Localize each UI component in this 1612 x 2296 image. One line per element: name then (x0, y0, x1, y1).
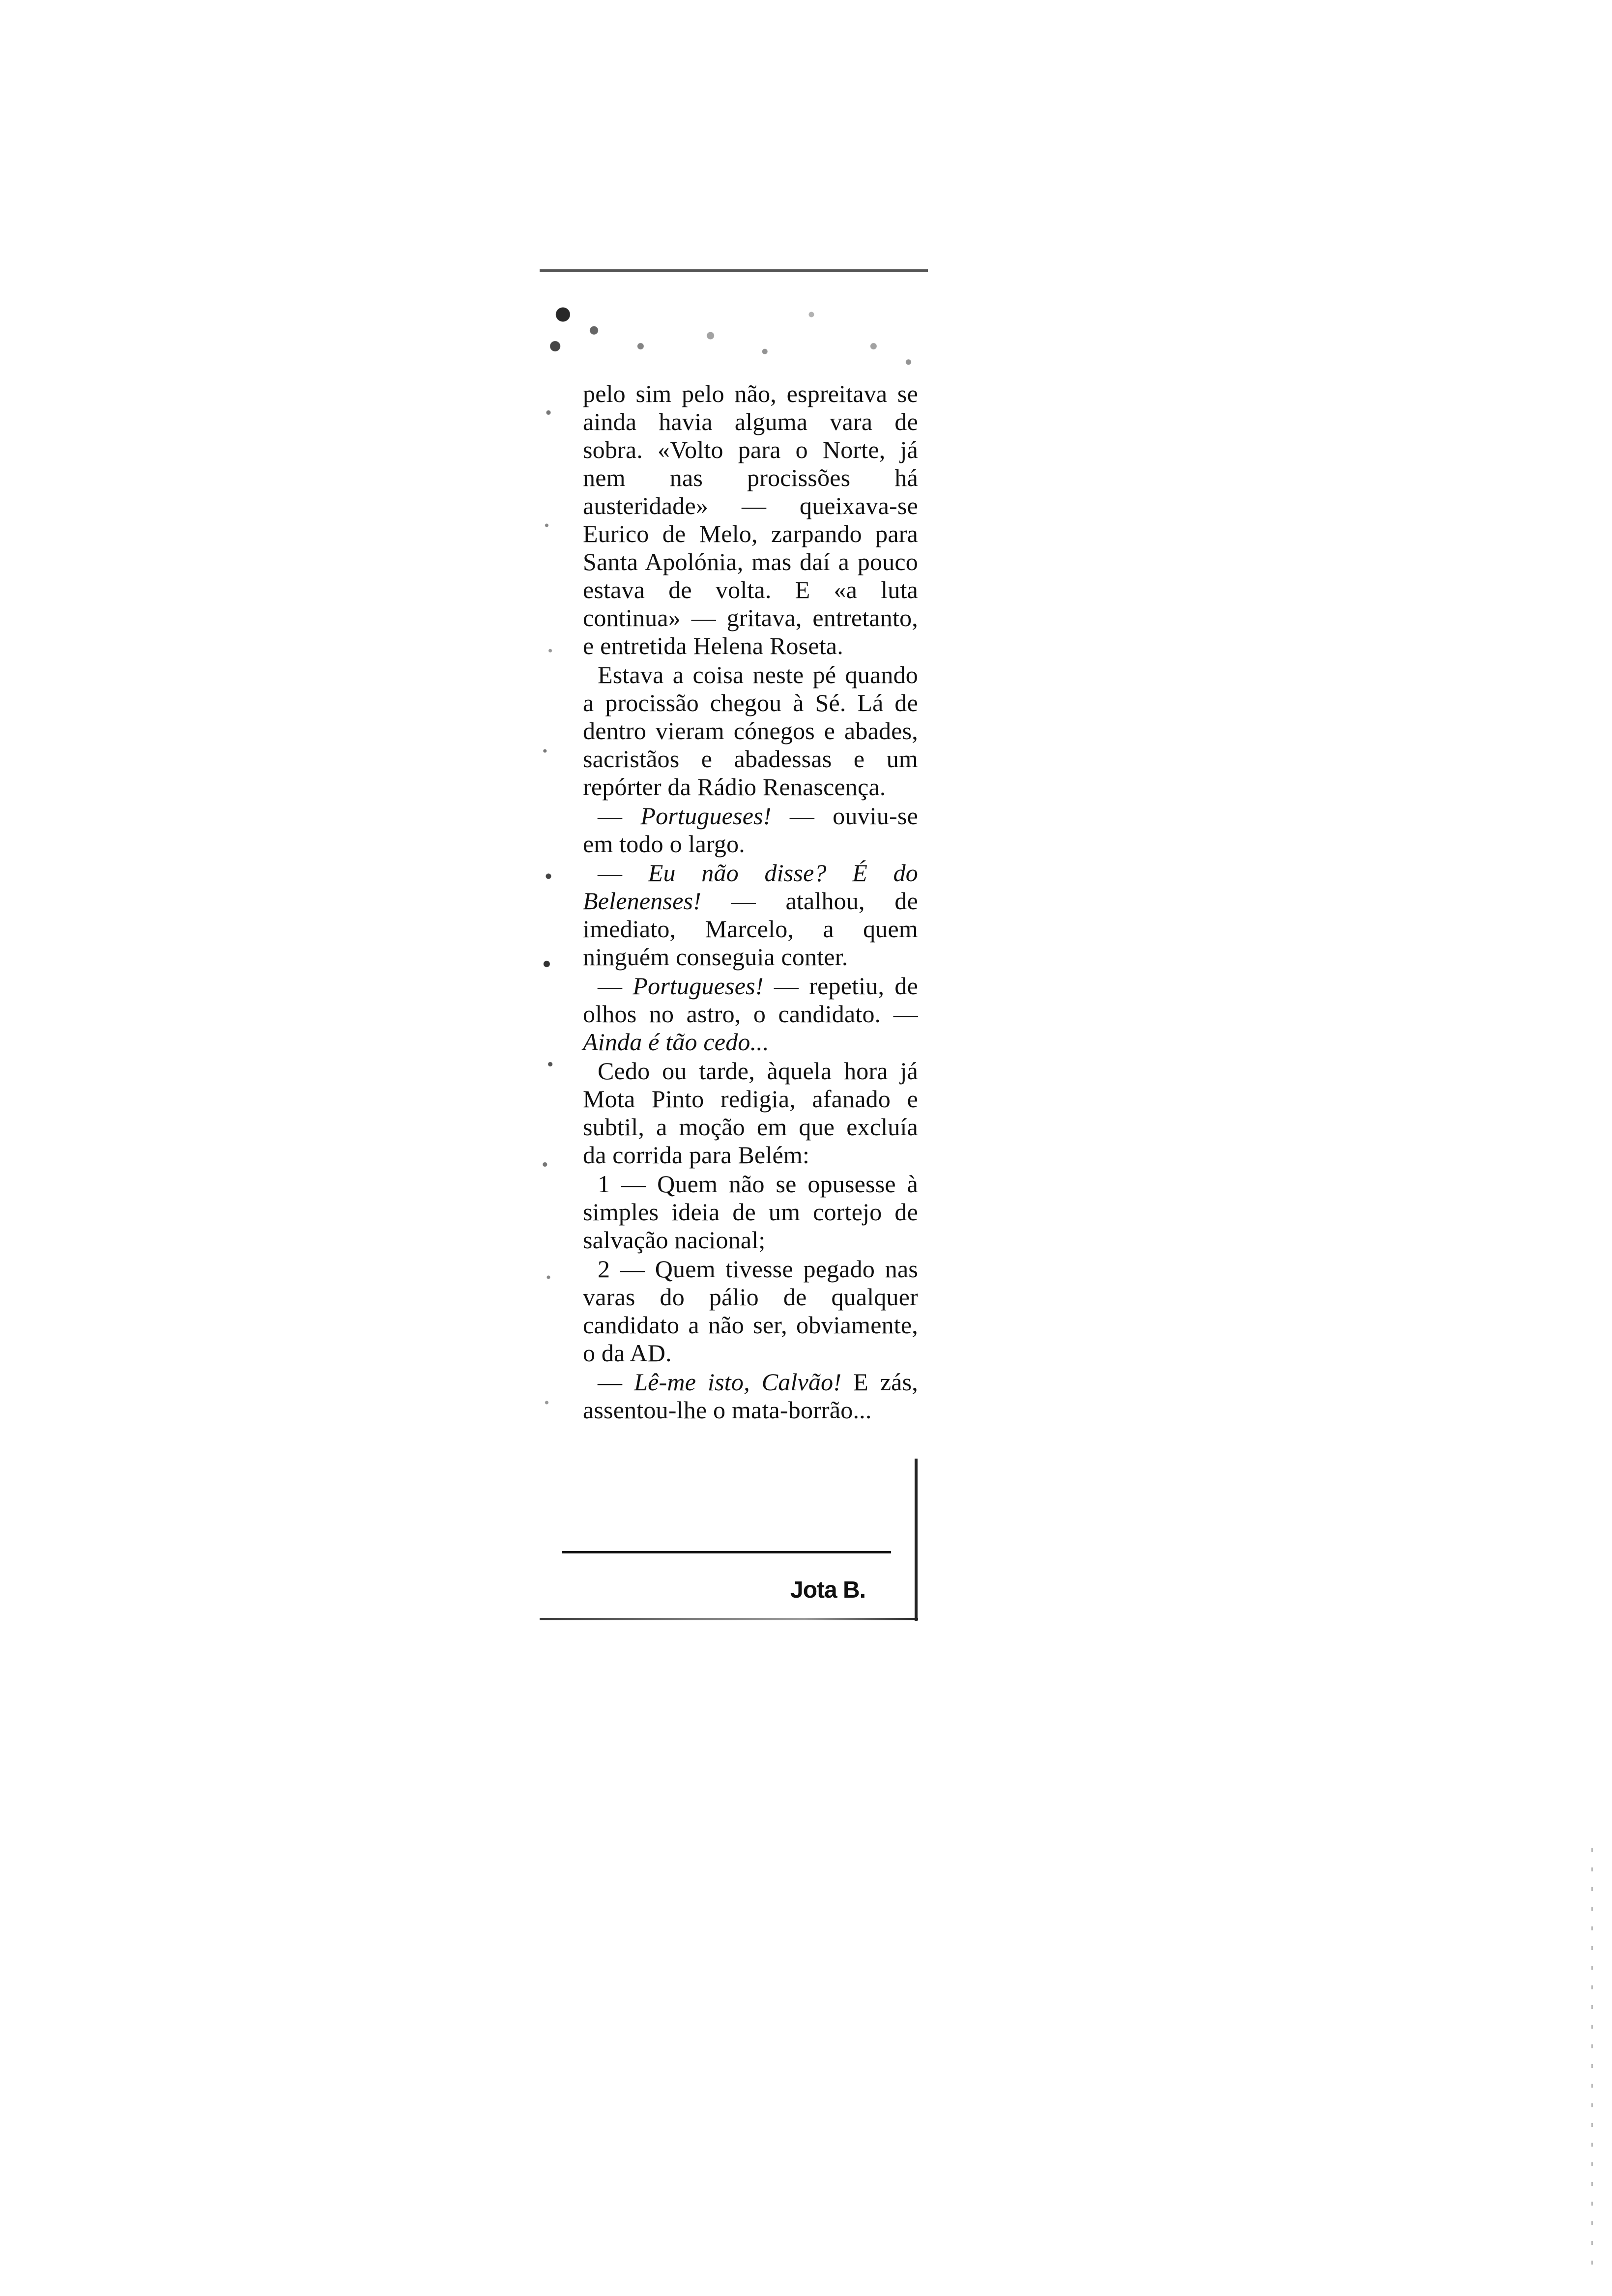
right-border-line (915, 1459, 918, 1621)
dialog-quote: Portugueses! (640, 802, 772, 830)
list-item-1: 1 — Quem não se opusesse à simples ideia de um cortejo de salvação nacional; (583, 1170, 918, 1254)
dialog-line-2 (583, 859, 918, 971)
dash: — (598, 802, 641, 830)
dialog-rest: — atalhou, de imediato, Marcelo, a quem ninguém conseguia conter. (583, 887, 918, 971)
list-item-2: 2 — Quem tivesse pegado nas varas do pálio de qualquer candidato a não ser, obviamente, o da AD. (583, 1255, 918, 1367)
dash: — (598, 972, 633, 1000)
dialog-middle: — repetiu, de olhos no astro, o candidato. — (583, 972, 919, 1028)
newspaper-clipping (540, 269, 923, 1842)
scan-edge-mark (1591, 1848, 1593, 2280)
dialog-quote: Eu não disse? É do Belenenses! (583, 859, 918, 915)
signature-rule (562, 1551, 891, 1553)
paragraph-3: Cedo ou tarde, àquela hora já Mota Pinto redigia, afanado e subtil, a moção em que excluía da corrida para Belém: (583, 1057, 918, 1169)
dialog-quote: Portugueses! (633, 972, 764, 1000)
dash: — (598, 1368, 634, 1396)
paragraph-1: pelo sim pelo não, espreitava se ainda havia alguma vara de sobra. «Volto para o Norte, já nem nas procissões há austeridade» — queixava-se Eurico de Melo, zarpando para Santa Apolónia, mas daí a pouco estava de volta. E «a luta continua» — gritava, entretanto, e entretida Helena Roseta. (583, 380, 918, 660)
dash: — (598, 859, 648, 887)
bottom-rule (540, 1618, 918, 1620)
dialog-rest: — ouviu-se em todo o largo. (583, 802, 918, 858)
dialog-line-1 (583, 802, 918, 858)
dialog-quote-2: Ainda é tão cedo... (583, 1028, 769, 1056)
torn-left-edge (540, 375, 557, 1628)
article-column (583, 380, 918, 1425)
dialog-quote: Lê-me isto, Calvão! (634, 1368, 842, 1396)
torn-header-area (540, 269, 928, 378)
paragraph-2: Estava a coisa neste pé quando a procissão chegou à Sé. Lá de dentro vieram cónegos e abades, sacristãos e abadessas e um repórter da Rádio Renascença. (583, 661, 918, 801)
dialog-rest: E zás, assentou-lhe o mata-borrão... (583, 1368, 919, 1424)
dialog-line-4 (583, 1368, 918, 1424)
dialog-line-3 (583, 972, 918, 1056)
author-signature: Jota B. (790, 1577, 866, 1603)
